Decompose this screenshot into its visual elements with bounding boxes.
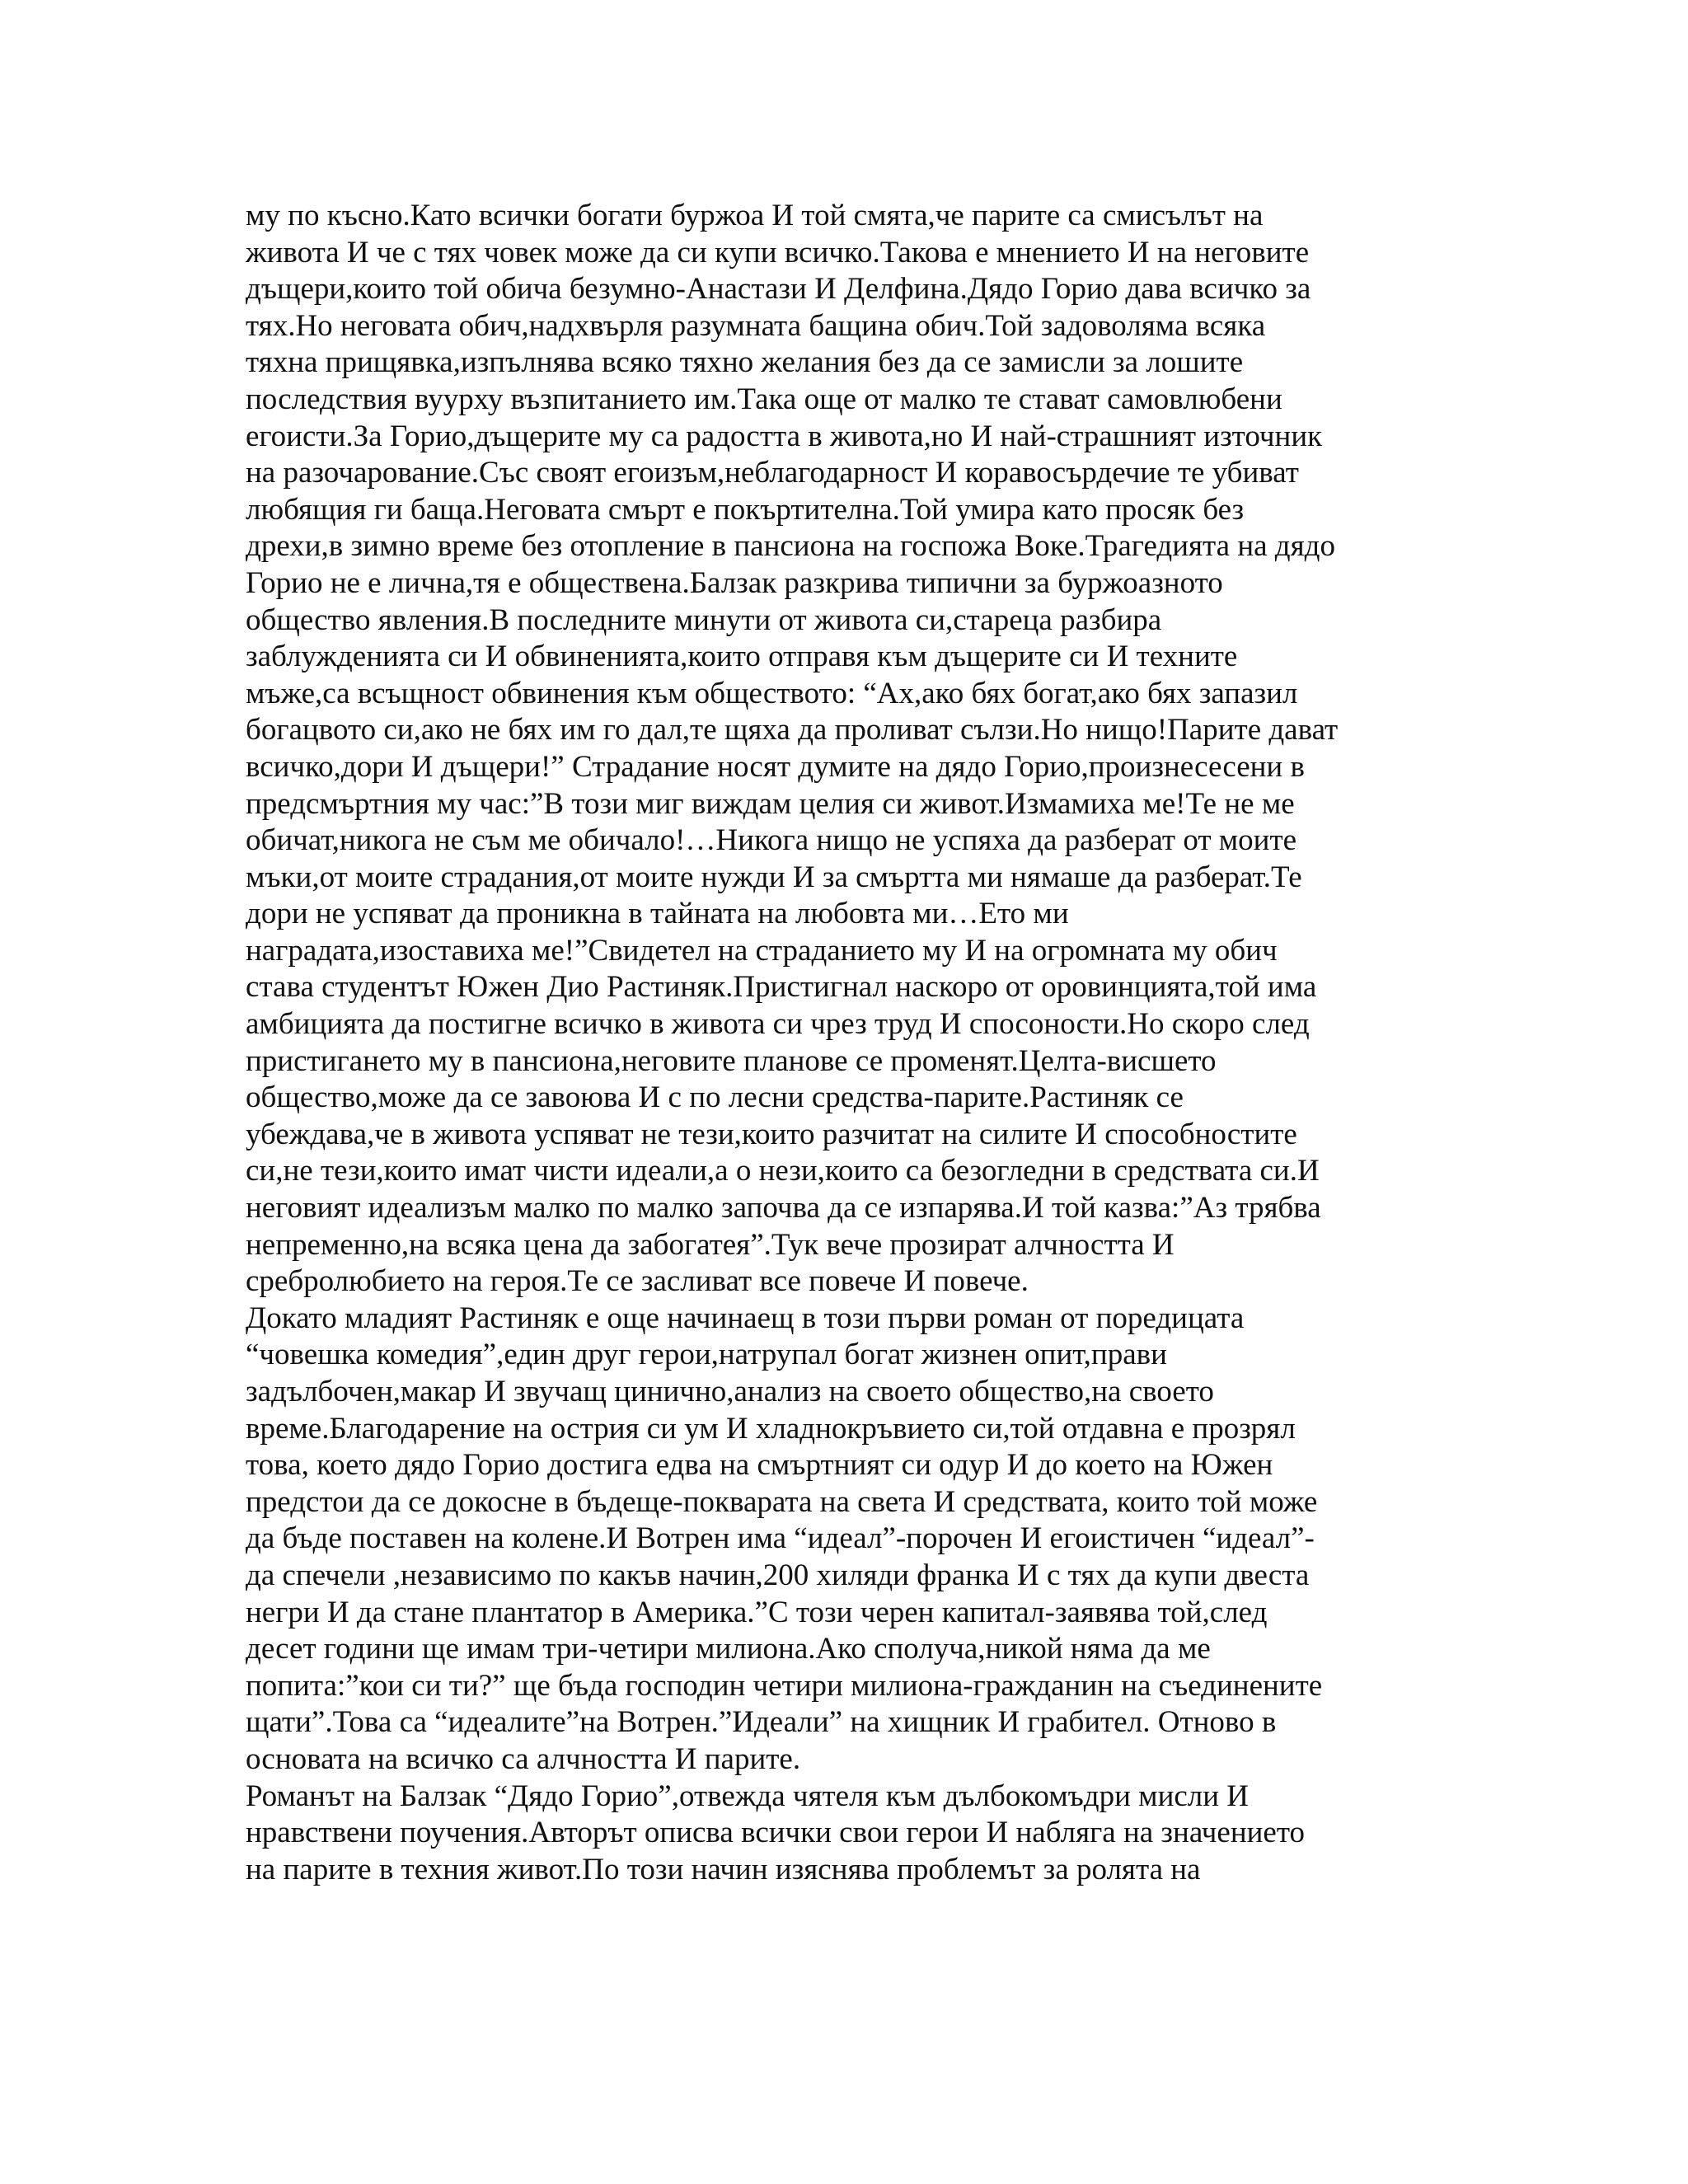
text-line: последствия вуурху възпитанието им.Така още от малко те стават самовлюбени — [246, 382, 1282, 416]
text-line: на парите в техния живот.По този начин изяснява проблемът за ролята на — [246, 1852, 1201, 1886]
text-line: любящия ги баща.Неговата смърт е покъртителна.Той умира като просяк без — [246, 492, 1245, 527]
text-line: щати”.Това са “идеалите”на Вотрен.”Идеали” на хищник И грабител. Отново в — [246, 1705, 1277, 1740]
text-line: общество явления.В последните минути от живота си,стареца разбира — [246, 602, 1162, 637]
text-line: непременно,на всяка цена да забогатея”.Тук вече прозират алчността И — [246, 1227, 1175, 1262]
text-line: да бъде поставен на колене.И Вотрен има “идеал”-порочен И егоистичен “идеал”- — [246, 1521, 1315, 1556]
text-line: амбицията да постигне всичко в живота си чрез труд И спосоности.Но скоро след — [246, 1007, 1310, 1042]
text-line: Докато младият Растиняк е още начинаещ в този първи роман от поредицата — [246, 1301, 1245, 1335]
text-line: тях.Но неговата обич,надхвърля разумната бащина обич.Той задоволяма всяка — [246, 308, 1266, 343]
text-line: живота И че с тях човек може да си купи всичко.Такова е мнението И на неговите — [246, 235, 1310, 269]
text-line: пристигането му в пансиона,неговите планове се променят.Целта-висшето — [246, 1043, 1217, 1078]
text-line: си,не тези,които имат чисти идеали,а о нези,които са безогледни в средствата си.И — [246, 1154, 1320, 1188]
text-line: неговият идеализъм малко по малко започва да се изпарява.И той казва:”Аз трябва — [246, 1191, 1321, 1226]
text-line: сребролюбието на героя.Те се засливат все повече И повече. — [246, 1264, 1029, 1299]
text-line: дъщери,които той обича безумно-Анастази И Делфина.Дядо Горио дава всичко за — [246, 272, 1311, 307]
text-line: богацвото си,ако не бях им го дал,те щяха да проливат сълзи.Но нищо!Парите дават — [246, 713, 1339, 748]
text-line: време.Благодарение на острия си ум И хладнокръвието си,той отдавна е прозрял — [246, 1411, 1296, 1446]
document-text-body — [246, 198, 1449, 1888]
text-line: мъки,от моите страдания,от моите нужди И за смъртта ми нямаше да разберат.Те — [246, 860, 1302, 894]
text-line: тяхна прищявка,изпълнява всяко тяхно желания без да се замисли за лошите — [246, 345, 1244, 380]
text-line: убеждава,че в живота успяват не тези,които разчитат на силите И способностите — [246, 1117, 1297, 1151]
text-line: мъже,са всъщност обвинения към обществото: “Ах,ако бях богат,ако бях запазил — [246, 676, 1298, 710]
text-line: задълбочен,макар И звучащ цинично,анализ на своето общество,на своето — [246, 1375, 1214, 1408]
text-line: общество,може да се завоюва И с по лесни средства-парите.Растиняк се — [246, 1080, 1184, 1115]
text-line: предсмъртния му час:”В този миг виждам целия си живот.Измамиха ме!Те не ме — [246, 786, 1295, 821]
text-line: попита:”кои си ти?” ще бъда господин четири милиона-гражданин на съединените — [246, 1668, 1323, 1703]
text-line: наградата,изоставиха ме!”Свидетел на страданието му И на огромната му обич — [246, 933, 1278, 968]
text-line: става студентът Южен Дио Растиняк.Пристигнал наскоро от оровинцията,той има — [246, 970, 1317, 1005]
text-line: заблужденията си И обвиненията,които отправя към дъщерите си И техните — [246, 640, 1238, 674]
text-line: му по късно.Като всички богати буржоа И той смята,че парите са смисълът на — [246, 199, 1264, 232]
text-line: да спечели ,независимо по какъв начин,200 хиляди франка И с тях да купи двеста — [246, 1558, 1310, 1592]
text-line: основата на всичко са алчността И парите. — [246, 1741, 801, 1776]
text-line: Горио не е лична,тя е обществена.Балзак разкрива типични за буржоазното — [246, 565, 1223, 600]
text-line: Романът на Балзак “Дядо Горио”,отвежда чятеля към дълбокомъдри мисли И — [246, 1779, 1250, 1813]
text-line: това, което дядо Горио достига едва на смъртният си одур И до което на Южен — [246, 1448, 1273, 1483]
text-line: “човешка комедия”,един друг герои,натрупал богат жизнен опит,прави — [246, 1338, 1167, 1372]
text-line: десет години ще имам три-четири милиона.Ако сполуча,никой няма да ме — [246, 1632, 1211, 1666]
text-line: нравствени поучения.Авторът описва всички свои герои И набляга на значението — [246, 1816, 1306, 1850]
text-line: негри И да стане плантатор в Америка.”С този черен капитал-заявява той,след — [246, 1595, 1268, 1629]
text-line: дори не успяват да проникна в тайната на любовта ми…Ето ми — [246, 897, 1069, 931]
text-line: егоисти.За Горио,дъщерите му са радостта в живота,но И най-страшният източник — [246, 419, 1323, 453]
text-line: дрехи,в зимно време без отопление в пансиона на госпожа Воке.Трагедията на дядо — [246, 529, 1335, 564]
text-line: предстои да се докосне в бъдеще-покварата на света И средствата, които той може — [246, 1484, 1318, 1519]
text-line: всичко,дори И дъщери!” Страдание носят думите на дядо Горио,произнесесени в — [246, 749, 1305, 784]
text-line: обичат,никога не съм ме обичало!…Никога нищо не успяха да разберат от моите — [246, 823, 1297, 858]
text-line: на разочарование.Със своят егоизъм,неблагодарност И коравосърдечие те убиват — [246, 456, 1299, 490]
